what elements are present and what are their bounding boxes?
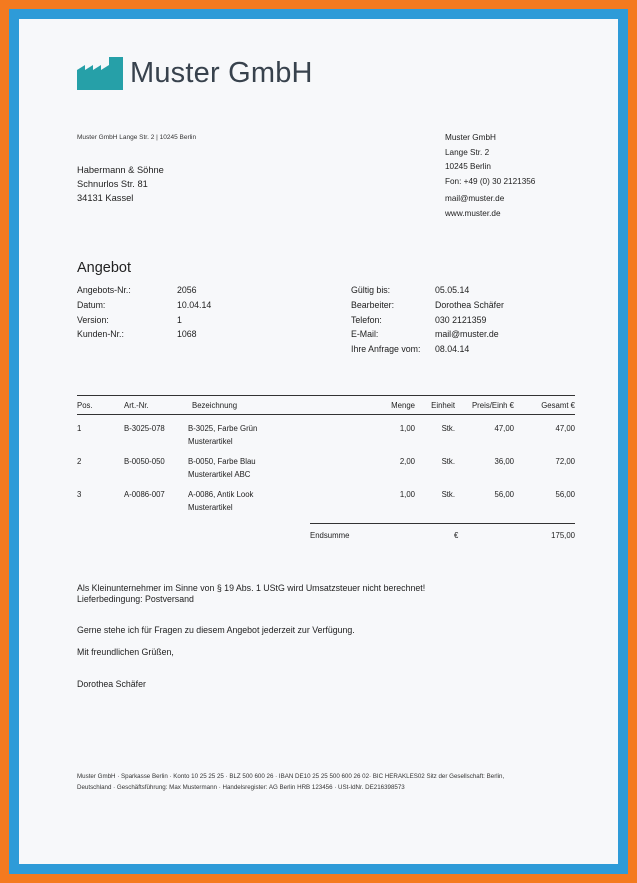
meta-label: Ihre Anfrage vom: [351,344,421,354]
table-row [77,448,575,481]
meta-label: Gültig bis: [351,285,391,295]
sender-block [445,131,535,221]
page-footer [77,771,577,793]
recipient-line: Schnurlos Str. 81 [77,179,148,189]
cell-unit: Stk. [441,490,455,499]
cell-quantity: 1,00 [399,424,415,433]
meta-label: Telefon: [351,315,382,325]
delivery-terms: Lieferbedingung: Postversand [77,594,194,604]
total-label: Endsumme [310,531,350,540]
sender-company: Muster GmbH [445,133,496,142]
column-header: Art.-Nr. [124,396,188,415]
company-name: Muster GmbH [130,56,313,89]
cell-total: 72,00 [555,457,575,466]
column-header: Gesamt € [514,396,575,415]
cell-pos: 2 [77,457,82,466]
meta-value: Dorothea Schäfer [435,300,504,310]
meta-value: 030 2121359 [435,315,487,325]
description-sub: Musterartikel [188,437,233,446]
cell-art-nr: B-3025-078 [124,424,165,433]
description-sub: Musterartikel [188,503,233,512]
footer-line: Deutschland · Geschäftsführung: Max Mustermann · Handelsregister: AG Berlin HRB 123456 · USt-IdNr. DE216398573 [77,784,405,791]
closing-text: Gerne stehe ich für Fragen zu diesem Angebot jederzeit zur Verfügung. [77,625,355,635]
factory-icon [77,57,123,90]
cell-unit: Stk. [441,424,455,433]
cell-unit-price: 56,00 [494,490,514,499]
recipient-line: Habermann & Söhne [77,165,164,175]
meta-value: 2056 [177,285,197,295]
column-header: Preis/Einh € [455,396,514,415]
meta-label: E-Mail: [351,329,379,339]
description-main: B-3025, Farbe Grün [188,424,258,433]
items-table [77,395,575,514]
meta-value: mail@muster.de [435,329,499,339]
meta-label: Angebots-Nr.: [77,285,131,295]
sender-line: Muster GmbH Lange Str. 2 | 10245 Berlin [77,134,197,141]
description-sub: Musterartikel ABC [188,470,251,479]
sender-street: Lange Str. 2 [445,147,490,157]
document-page [19,19,618,864]
meta-value: 1 [177,315,182,325]
meta-label: Bearbeiter: [351,300,395,310]
cell-unit-price: 47,00 [494,424,514,433]
greeting: Mit freundlichen Grüßen, [77,647,174,657]
cell-unit-price: 36,00 [494,457,514,466]
cell-description [188,415,346,449]
total-value: 175,00 [551,531,575,540]
description-main: B-0050, Farbe Blau [188,457,256,466]
cell-description [188,448,346,481]
sender-city: 10245 Berlin [445,162,491,171]
cell-quantity: 2,00 [399,457,415,466]
cell-total: 56,00 [555,490,575,499]
meta-value: 10.04.14 [177,300,212,310]
meta-label: Datum: [77,300,106,310]
cell-total: 47,00 [555,424,575,433]
meta-label: Kunden-Nr.: [77,329,124,339]
total-currency: € [454,531,459,540]
meta-value: 08.04.14 [435,344,470,354]
signature-name: Dorothea Schäfer [77,679,146,689]
column-header: Bezeichnung [188,396,346,415]
recipient-line: 34131 Kassel [77,193,134,203]
cell-art-nr: B-0050-050 [124,457,165,466]
cell-pos: 1 [77,424,82,433]
tax-note: Als Kleinunternehmer im Sinne von § 19 Abs. 1 UStG wird Umsatzsteuer nicht berechnet! [77,583,426,593]
table-row [77,481,575,514]
meta-value: 1068 [177,329,197,339]
table-row [77,415,575,449]
sender-phone: Fon: +49 (0) 30 2121356 [445,176,536,186]
cell-pos: 3 [77,490,82,499]
column-header: Einheit [415,396,455,415]
sender-email: mail@muster.de [445,194,505,203]
recipient-address [77,163,164,205]
cell-unit: Stk. [441,457,455,466]
document-title: Angebot [77,260,132,276]
cell-art-nr: A-0086-007 [124,490,165,499]
meta-label: Version: [77,315,109,325]
cell-description [188,481,346,514]
column-header: Pos. [77,396,124,415]
company-logo [77,55,313,91]
meta-value: 05.05.14 [435,285,470,295]
total-row [310,523,575,540]
column-header: Menge [346,396,415,415]
table-header-row [77,396,575,415]
sender-website: www.muster.de [445,208,501,218]
cell-quantity: 1,00 [399,490,415,499]
description-main: A-0086, Antik Look [188,490,254,499]
footer-line: Muster GmbH · Sparkasse Berlin · Konto 10 25 25 25 · BLZ 500 600 26 · IBAN DE10 25 25 500 600 26 02· BIC HERAKLES02 Sitz der Gesellschaft: Berlin, [77,773,505,780]
